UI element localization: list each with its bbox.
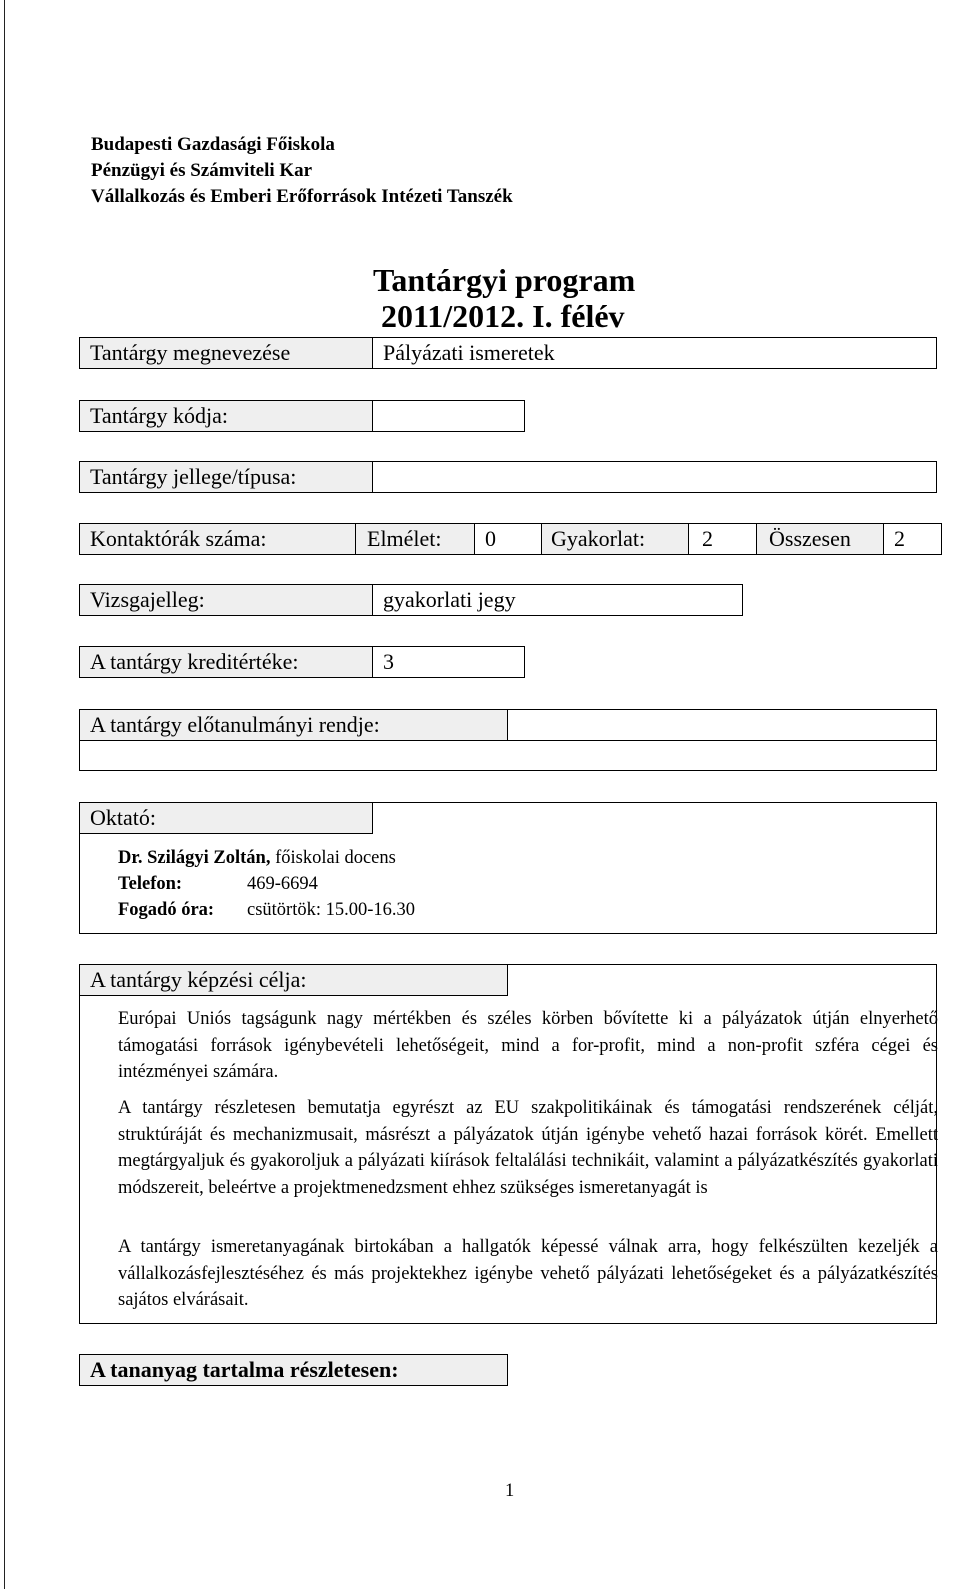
course-name-label: Tantárgy megnevezése [90, 340, 291, 365]
department-name: Vállalkozás és Emberi Erőforrások Intézeti Tanszék [91, 186, 513, 207]
practice-value-cell [688, 523, 757, 555]
instructor-position: főiskolai docens [275, 848, 396, 868]
credit-label-cell [79, 646, 373, 678]
total-label: Összesen [769, 526, 851, 551]
course-name-value: Pályázati ismeretek [383, 340, 555, 365]
theory-value: 0 [485, 526, 496, 551]
office-hours-label: Fogadó óra: [118, 900, 215, 920]
prerequisites-label: A tantárgy előtanulmányi rendje: [90, 712, 380, 737]
instructor-label-cell [79, 802, 373, 834]
contact-hours-label: Kontaktórák száma: [90, 526, 267, 551]
course-type-label: Tantárgy jellege/típusa: [90, 464, 297, 489]
credit-label: A tantárgy kreditértéke: [90, 649, 299, 674]
page-edge [4, 0, 5, 1589]
credit-cell [372, 646, 525, 678]
page-number: 1 [505, 1481, 515, 1501]
institution-name: Budapesti Gazdasági Főiskola [91, 134, 335, 155]
phone-label: Telefon: [118, 874, 183, 894]
theory-value-cell [474, 523, 542, 555]
goals-paragraph-1: Európai Uniós tagságunk nagy mértékben és széles körben bővítette ki a pályázatok útján elnyerhető támogatási források igénybevételi lehetőségeit, mind a for-profit, mind a non-profit szféra cégei és intézményei számára. [118, 1009, 938, 1082]
course-name-label-cell [79, 337, 373, 369]
instructor-name: Dr. Szilágyi Zoltán, [118, 848, 271, 868]
content-label-cell [79, 1354, 508, 1386]
contact-hours-label-cell [79, 523, 356, 555]
goals-label-cell [79, 964, 508, 996]
document-title: Tantárgyi program [373, 262, 636, 298]
course-code-label-cell [79, 400, 373, 432]
practice-label: Gyakorlat: [551, 526, 646, 551]
faculty-name: Pénzügyi és Számviteli Kar [91, 160, 313, 181]
course-code-cell [372, 400, 525, 432]
practice-label-cell [541, 523, 689, 555]
total-value-cell [883, 523, 942, 555]
theory-label-cell [355, 523, 475, 555]
exam-type-label: Vizsgajelleg: [90, 587, 205, 612]
goals-paragraph-2: A tantárgy részletesen bemutatja egyrészt az EU szakpolitikáinak és támogatási rendszerének célját, struktúráját és mechanizmusait, másrészt a pályázatok útján igénybe vehető hazai források körét. Emellett megtárgyaljuk és gyakoroljuk a pályázati kiírások feltalálási technikáit, valamint a pályázatkészítés gyakorlati módszereit, beleértve a projektmenedzsment ehhez szükséges ismeretanyagát is [118, 1098, 938, 1198]
total-value: 2 [894, 526, 905, 551]
instructor-line [118, 845, 396, 871]
prerequisites-cell [507, 709, 937, 741]
semester-title: 2011/2012. I. félév [381, 298, 625, 334]
phone-value: 469-6694 [247, 874, 318, 894]
credit-value: 3 [383, 649, 394, 674]
practice-value: 2 [702, 526, 713, 551]
course-type-label-cell [79, 461, 373, 493]
total-label-cell [756, 523, 884, 555]
office-hours-value: csütörtök: 15.00-16.30 [247, 900, 416, 920]
goals-label: A tantárgy képzési célja: [90, 967, 307, 992]
instructor-label: Oktató: [90, 805, 156, 830]
course-name-cell [372, 337, 937, 369]
course-type-cell [372, 461, 937, 493]
exam-type-value: gyakorlati jegy [383, 587, 516, 612]
content-label: A tananyag tartalma részletesen: [90, 1357, 399, 1382]
goals-paragraph-3: A tantárgy ismeretanyagának birtokában a hallgatók képessé válnak arra, hogy felkészülten kezeljék a vállalkozásfejlesztéséhez és más projektekhez igénybe vehető pályázati lehetőségeket és a pályázatkészítés sajátos elvárásait. [118, 1237, 938, 1310]
course-code-label: Tantárgy kódja: [90, 403, 228, 428]
prerequisites-label-cell [79, 709, 508, 741]
exam-type-cell [372, 584, 743, 616]
theory-label: Elmélet: [367, 526, 442, 551]
exam-type-label-cell [79, 584, 373, 616]
